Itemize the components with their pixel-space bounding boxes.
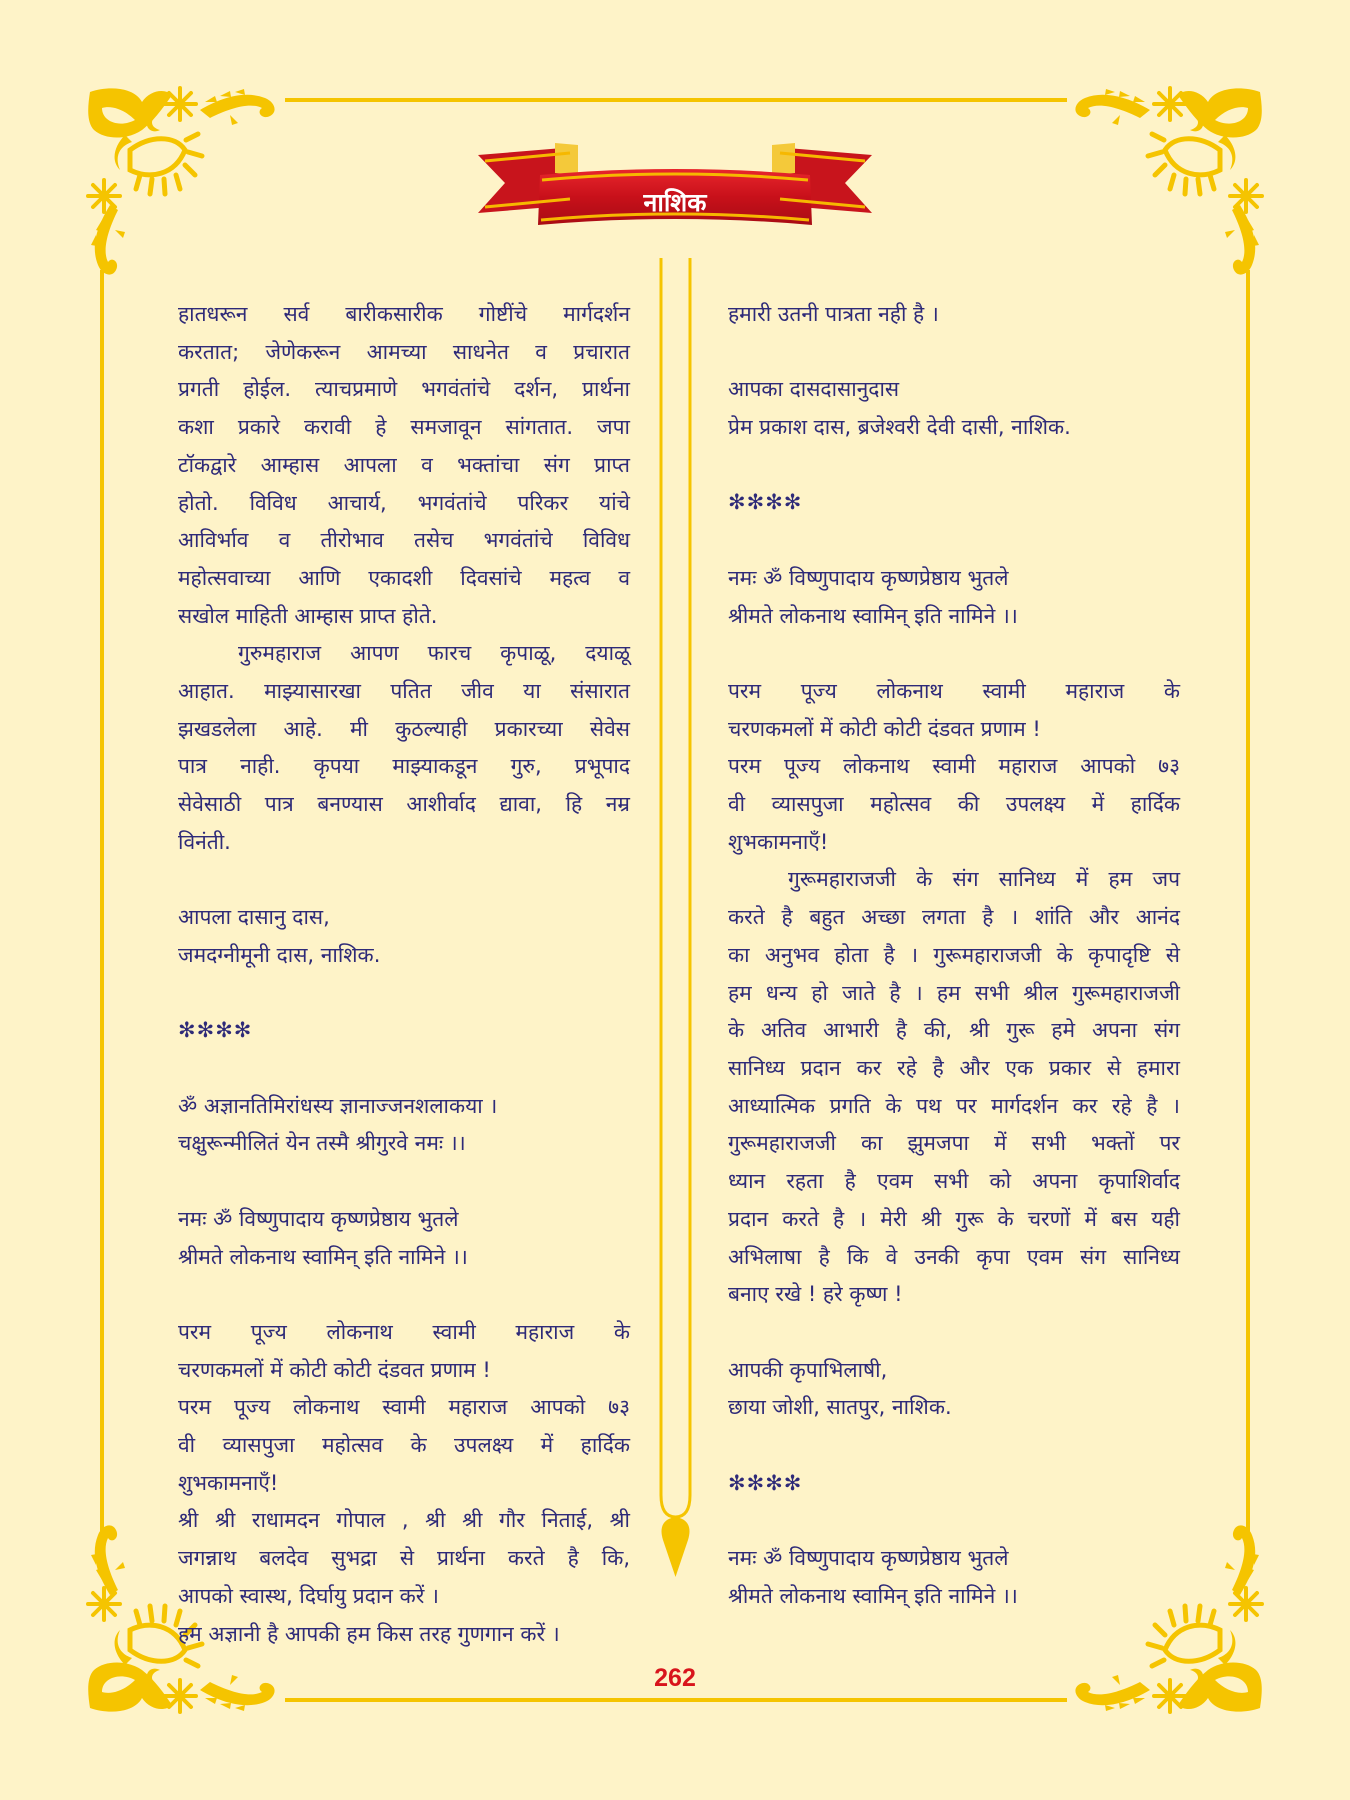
verse-line: ॐ अज्ञानतिमिरांधस्य ज्ञानाज्जनशलाकया । (178, 1093, 498, 1118)
spacer (178, 975, 630, 1013)
spacer (178, 1163, 630, 1201)
spacer (728, 635, 1180, 673)
text-line: हम धन्य हो जाते है । हम सभी श्रील गुरूमहाराजजी (728, 980, 1180, 1005)
separator-stars: ✻✻✻✻ (178, 1018, 253, 1043)
verse-line: नमः ॐ विष्णुपादाय कृष्णप्रेष्ठाय भुतले (728, 1546, 1009, 1571)
border-top-line (285, 98, 1067, 102)
spacer (178, 1276, 630, 1314)
page-title: नाशिक (643, 187, 707, 217)
spacer (728, 447, 1180, 485)
spacer (178, 1050, 630, 1088)
spacer (728, 1427, 1180, 1465)
text-line: पात्र नाही. कृपया माझ्याकडून गुरु, प्रभूपाद (178, 754, 630, 779)
title-banner (460, 125, 890, 230)
spacer (178, 862, 630, 900)
verse-line: नमः ॐ विष्णुपादाय कृष्णप्रेष्ठाय भुतले (178, 1206, 459, 1231)
verse-line: श्रीमते लोकनाथ स्वामिन् इति नामिने ।। (728, 603, 1018, 628)
text-line: गुरुमहाराज आपण फारच कृपाळू, दयाळू (238, 641, 630, 666)
text-line: करतात; जेणेकरून आमच्या साधनेत व प्रचारात (178, 339, 630, 364)
spacer (728, 334, 1180, 372)
right-column (728, 296, 1180, 1616)
verse-line: श्रीमते लोकनाथ स्वामिन् इति नामिने ।। (728, 1583, 1018, 1608)
text-line: सानिध्य प्रदान कर रहे है और एक प्रकार से हमारा (728, 1056, 1180, 1080)
text-line: टॉकद्वारे आम्हास आपला व भक्तांचा संग प्राप्त (178, 452, 630, 477)
text-line: परम पूज्य लोकनाथ स्वामी महाराज के (728, 678, 1180, 703)
border-left-line (100, 270, 104, 1532)
text-line: अभिलाषा है कि वे उनकी कृपा एवम संग सानिध्य (728, 1244, 1180, 1269)
text-line: जगन्नाथ बलदेव सुभद्रा से प्रार्थना करते है कि, (178, 1546, 630, 1571)
spacer (728, 522, 1180, 560)
text-line: होतो. विविध आचार्य, भगवंतांचे परिकर यांचे (178, 490, 630, 515)
text-line: परम पूज्य लोकनाथ स्वामी महाराज के (178, 1319, 630, 1344)
verse-line: नमः ॐ विष्णुपादाय कृष्णप्रेष्ठाय भुतले (728, 565, 1009, 590)
text-line: ध्यान रहता है एवम सभी को अपना कृपाशिर्वाद (728, 1169, 1180, 1194)
signoff-name: प्रेम प्रकाश दास, ब्रजेश्वरी देवी दासी, नाशिक. (728, 415, 1071, 440)
text-line: महोत्सवाच्या आणि एकादशी दिवसांचे महत्व व (178, 565, 630, 590)
text-line: आहात. माझ्यासारखा पतित जीव या संसारात (178, 679, 630, 704)
text-line: बनाए रखे ! हरे कृष्ण ! (728, 1282, 903, 1307)
separator-stars: ✻✻✻✻ (728, 490, 803, 515)
text-line: कशा प्रकारे करावी हे समजावून सांगतात. जपा (178, 415, 630, 440)
text-line: हम अज्ञानी है आपकी हम किस तरह गुणगान करें । (178, 1621, 560, 1646)
text-line: आपको स्वास्थ, दिर्घायु प्रदान करें । (178, 1583, 439, 1608)
left-para-3 (178, 1314, 630, 1653)
text-line: हमारी उतनी पात्रता नही है । (728, 302, 939, 326)
left-column (178, 296, 630, 1653)
text-line: का अनुभव होता है । गुरूमहाराजजी के कृपादृष्टि से (728, 942, 1180, 967)
text-line: प्रगती होईल. त्याचप्रमाणे भगवंतांचे दर्शन, प्रार्थना (178, 377, 630, 402)
verse-line: चक्षुरून्मीलितं येन तस्मै श्रीगुरवे नमः ।। (178, 1131, 466, 1156)
text-line: शुभकामनाएँ! (178, 1470, 279, 1495)
border-bottom-line (285, 1698, 1067, 1702)
text-line: शुभकामनाएँ! (728, 829, 829, 854)
text-line: झखडलेला आहे. मी कुठल्याही प्रकारच्या सेवेस (178, 716, 630, 741)
spacer (728, 1314, 1180, 1352)
text-line: परम पूज्य लोकनाथ स्वामी महाराज आपको ७३ (178, 1395, 630, 1420)
right-para-2 (728, 861, 1180, 1313)
text-line: प्रदान करते है । मेरी श्री गुरू के चरणों में बस यही (728, 1206, 1180, 1231)
signoff-line: आपका दासदासानुदास (728, 377, 900, 402)
text-line: चरणकमलों में कोटी कोटी दंडवत प्रणाम ! (728, 716, 1041, 741)
corner-ornament-top-right-icon (1060, 80, 1270, 290)
text-line: वी व्यासपुजा महोत्सव के उपलक्ष्य में हार्दिक (178, 1433, 630, 1458)
signoff-name: जमदग्नीमूनी दास, नाशिक. (178, 942, 381, 967)
column-divider-icon (655, 255, 695, 1675)
text-line: वी व्यासपुजा महोत्सव की उपलक्ष्य में हार्दिक (728, 792, 1180, 817)
text-line: विनंती. (178, 829, 231, 854)
text-line: गुरूमहाराजजी के संग सानिध्य में हम जप (788, 867, 1180, 892)
separator-stars: ✻✻✻✻ (728, 1470, 803, 1495)
right-para-1 (728, 673, 1180, 862)
text-line: श्री श्री राधामदन गोपाल , श्री श्री गौर निताई, श्री (178, 1508, 630, 1533)
left-para-1 (178, 296, 630, 635)
text-line: परम पूज्य लोकनाथ स्वामी महाराज आपको ७३ (728, 754, 1180, 779)
text-line: चरणकमलों में कोटी कोटी दंडवत प्रणाम ! (178, 1357, 491, 1382)
text-line: सेवेसाठी पात्र बनण्यास आशीर्वाद द्यावा, हि नम्र (178, 792, 630, 817)
border-right-line (1246, 270, 1250, 1532)
text-line: हातधरून सर्व बारीकसारीक गोष्टींचे मार्गदर्शन (178, 302, 630, 326)
text-line: करते है बहुत अच्छा लगता है । शांति और आनंद (728, 905, 1180, 930)
text-line: सखोल माहिती आम्हास प्राप्त होते. (178, 603, 438, 628)
page-number: 262 (654, 1664, 696, 1692)
signoff-line: आपकी कृपाभिलाषी, (728, 1357, 888, 1382)
text-line: आध्यात्मिक प्रगति के पथ पर मार्गदर्शन कर रहे है । (728, 1093, 1180, 1118)
left-para-2 (178, 635, 630, 861)
verse-line: श्रीमते लोकनाथ स्वामिन् इति नामिने ।। (178, 1244, 468, 1269)
spacer (728, 1502, 1180, 1540)
text-line: आविर्भाव व तीरोभाव तसेच भगवंतांचे विविध (178, 528, 630, 553)
signoff-name: छाया जोशी, सातपुर, नाशिक. (728, 1395, 952, 1420)
signoff-line: आपला दासानु दास, (178, 905, 330, 930)
text-line: के अतिव आभारी है की, श्री गुरू हमे अपना संग (728, 1018, 1180, 1043)
text-line: गुरूमहाराजजी का झुमजपा में सभी भक्तों पर (728, 1131, 1180, 1156)
corner-ornament-top-left-icon (80, 80, 290, 290)
